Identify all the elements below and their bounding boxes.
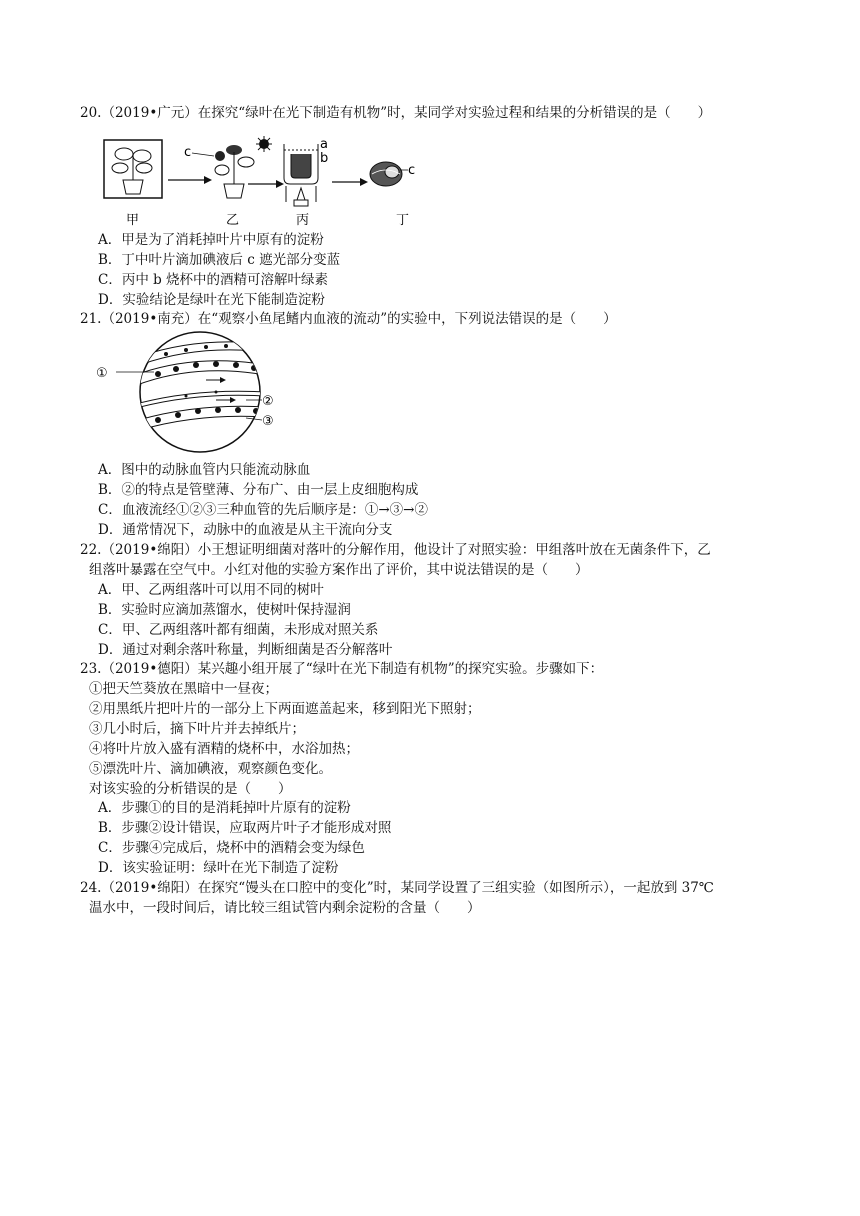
question-22-stem-line-1: 22.（2019•绵阳）小王想证明细菌对落叶的分解作用，他设计了对照实验：甲组落叶放在无菌条件下，乙: [80, 542, 711, 558]
question-20-option-c: C．丙中 b 烧杯中的酒精可溶解叶绿素: [98, 272, 329, 288]
mark-1: ①: [96, 366, 108, 381]
question-20-option-a: A．甲是为了消耗掉叶片中原有的淀粉: [98, 232, 324, 248]
question-23-question: 对该实验的分析错误的是（ ）: [89, 781, 292, 797]
question-23-option-d: D．该实验证明：绿叶在光下制造了淀粉: [98, 860, 339, 876]
mark-c-ding: c: [408, 163, 416, 178]
question-23-option-b: B．步骤②设计错误，应取两片叶子才能形成对照: [98, 820, 392, 836]
question-22-option-d: D．通过对剩余落叶称量，判断细菌是否分解落叶: [98, 642, 393, 658]
question-23-step-3: ③几小时后，摘下叶片并去掉纸片；: [89, 721, 305, 737]
question-21-option-a: A．图中的动脉血管内只能流动脉血: [98, 462, 311, 478]
question-24-stem-line-1: 24.（2019•绵阳）在探究“馒头在口腔中的变化”时，某同学设置了三组实验（如图所示），一起放到 37℃: [80, 880, 714, 896]
question-23-option-a: A．步骤①的目的是消耗掉叶片原有的淀粉: [98, 800, 351, 816]
question-20-option-d: D．实验结论是绿叶在光下能制造淀粉: [98, 292, 325, 308]
label-bing: 丙: [296, 213, 310, 228]
label-ding: 丁: [396, 213, 410, 228]
mark-2: ②: [262, 394, 274, 409]
mark-b: b: [320, 151, 329, 166]
sun-icon: [256, 136, 272, 152]
question-23-stem: 23.（2019•德阳）某兴趣小组开展了“绿叶在光下制造有机物”的探究实验。步骤如下：: [80, 661, 604, 677]
mark-c-yi: c: [184, 145, 192, 160]
question-21-option-c: C．血液流经①②③三种血管的先后顺序是：①→③→②: [98, 502, 428, 518]
question-20-stem: 20.（2019•广元）在探究“绿叶在光下制造有机物”时，某同学对实验过程和结果的分析错误的是（ ）: [80, 105, 712, 121]
question-23-step-5: ⑤漂洗叶片、滴加碘液，观察颜色变化。: [89, 761, 332, 777]
photosynthesis-experiment-figure: [98, 136, 438, 228]
mark-a: a: [320, 137, 328, 152]
question-21-stem: 21.（2019•南充）在“观察小鱼尾鳍内血液的流动”的实验中，下列说法错误的是（ ）: [80, 311, 617, 327]
question-21-option-b: B．②的特点是管壁薄、分布广、由一层上皮细胞构成: [98, 482, 419, 498]
question-24-stem-line-2: 温水中，一段时间后，请比较三组试管内剩余淀粉的含量（ ）: [89, 900, 481, 916]
question-21-option-d: D．通常情况下，动脉中的血液是从主干流向分支: [98, 522, 393, 538]
leaf-icon: [370, 162, 402, 186]
label-jia: 甲: [126, 213, 140, 228]
plant-jia-icon: [112, 148, 152, 194]
water-bath-icon: [284, 144, 318, 206]
mark-3: ③: [262, 414, 274, 429]
question-22-option-c: C．甲、乙两组落叶都有细菌，未形成对照关系: [98, 622, 379, 638]
question-22-stem-line-2: 组落叶暴露在空气中。小红对他的实验方案作出了评价，其中说法错误的是（ ）: [89, 562, 589, 578]
fish-tail-blood-flow-figure: [96, 330, 296, 454]
label-yi: 乙: [226, 213, 240, 228]
question-22-option-a: A．甲、乙两组落叶可以用不同的树叶: [98, 582, 324, 598]
question-23-step-2: ②用黑纸片把叶片的一部分上下两面遮盖起来，移到阳光下照射；: [89, 701, 481, 717]
question-20-option-b: B．丁中叶片滴加碘液后 c 遮光部分变蓝: [98, 252, 341, 268]
question-23-step-4: ④将叶片放入盛有酒精的烧杯中，水浴加热；: [89, 741, 359, 757]
question-23-step-1: ①把天竺葵放在黑暗中一昼夜；: [89, 681, 278, 697]
question-22-option-b: B．实验时应滴加蒸馏水，使树叶保持湿润: [98, 602, 351, 618]
plant-yi-icon: [215, 145, 254, 198]
question-23-option-c: C．步骤④完成后，烧杯中的酒精会变为绿色: [98, 840, 365, 856]
